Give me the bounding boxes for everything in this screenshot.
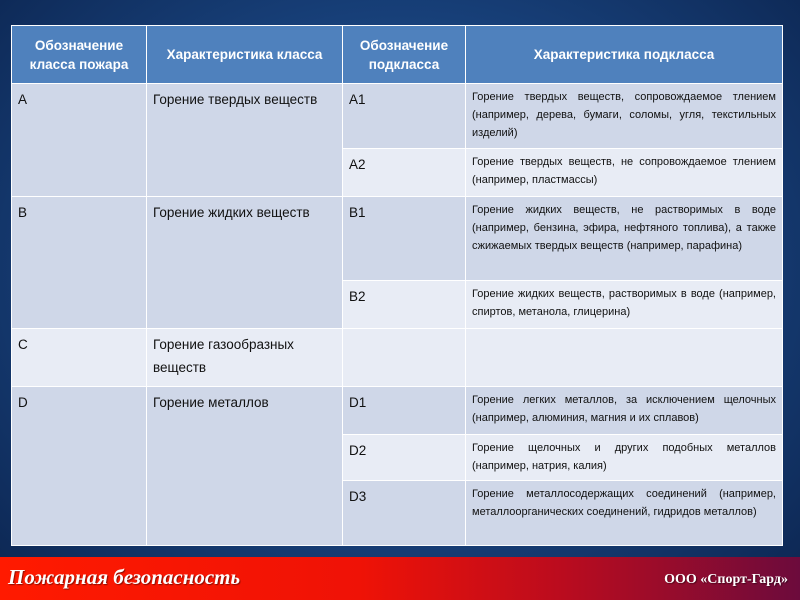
subclass-description-cell: Горение твердых веществ, сопровождаемое тлением (например, дерева, бумаги, соломы, угля, текстильных изделий) xyxy=(466,84,783,149)
subclass-code-cell xyxy=(343,329,466,387)
subclass-description-cell: Горение легких металлов, за исключением щелочных (например, алюминия, магния и их сплавов) xyxy=(466,387,783,435)
class-code-cell: A xyxy=(12,84,147,197)
class-code-cell: C xyxy=(12,329,147,387)
header-class-code: Обозначение класса пожара xyxy=(12,26,147,84)
table-row xyxy=(12,387,783,435)
subclass-description-cell xyxy=(466,329,783,387)
class-description-cell: Горение твердых веществ xyxy=(147,84,343,197)
table-row xyxy=(12,329,783,387)
subclass-code-cell: B2 xyxy=(343,281,466,329)
table-header-row xyxy=(12,26,783,84)
subclass-description-cell: Горение щелочных и других подобных металлов (например, натрия, калия) xyxy=(466,435,783,481)
footer-company: ООО «Спорт-Гард» xyxy=(664,572,788,587)
table-row xyxy=(12,84,783,149)
subclass-code-cell: A1 xyxy=(343,84,466,149)
subclass-description-cell: Горение твердых веществ, не сопровождаемое тлением (например, пластмассы) xyxy=(466,149,783,197)
class-description-cell: Горение жидких веществ xyxy=(147,197,343,329)
header-subclass-code: Обозначение подкласса xyxy=(343,26,466,84)
header-subclass-description: Характеристика подкласса xyxy=(466,26,783,84)
subclass-code-cell: A2 xyxy=(343,149,466,197)
subclass-code-cell: B1 xyxy=(343,197,466,281)
fire-class-table xyxy=(11,25,783,546)
subclass-code-cell: D2 xyxy=(343,435,466,481)
class-code-cell: D xyxy=(12,387,147,546)
subclass-description-cell: Горение жидких веществ, не растворимых в воде (например, бензина, эфира, нефтяного топлива), а также сжижаемых твердых веществ (например, парафина) xyxy=(466,197,783,281)
class-description-cell: Горение металлов xyxy=(147,387,343,546)
subclass-code-cell: D1 xyxy=(343,387,466,435)
class-code-cell: B xyxy=(12,197,147,329)
footer-title: Пожарная безопасность xyxy=(8,565,241,589)
subclass-description-cell: Горение жидких веществ, растворимых в воде (например, спиртов, метанола, глицерина) xyxy=(466,281,783,329)
table-row xyxy=(12,197,783,281)
header-class-description: Характеристика класса xyxy=(147,26,343,84)
class-description-cell: Горение газообразных веществ xyxy=(147,329,343,387)
subclass-code-cell: D3 xyxy=(343,481,466,546)
subclass-description-cell: Горение металлосодержащих соединений (например, металлоорганических соединений, гидридов металлов) xyxy=(466,481,783,546)
fire-class-table-container xyxy=(11,25,782,546)
footer-bar xyxy=(0,557,800,600)
